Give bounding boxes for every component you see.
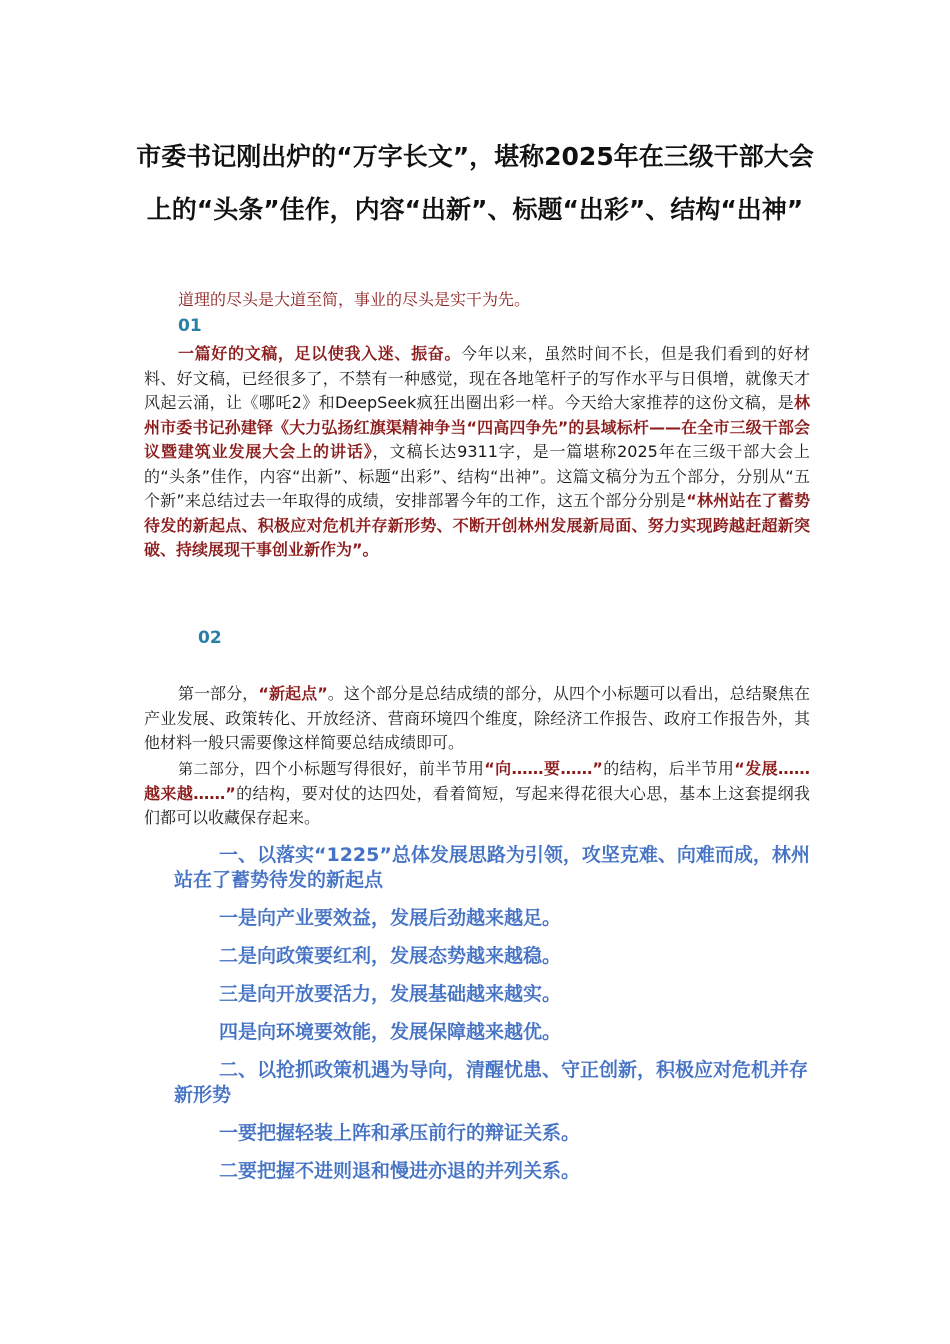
part-two-text-1: 四个小标题写得很好，前半节用 — [254, 759, 485, 778]
outline-heading-1: 一、以落实“1225”总体发展思路为引领，攻坚克难、向难而成，林州站在了蓄势待发的新起点 — [174, 844, 810, 891]
intro-text-1: 今年以来，虽然时间不长，但是我们看到的好材料、好文稿，已经很多了，不禁有一种感觉，现在各地笔杆子的写作水平与日俱增，就像天才风起云涌，让《哪吒2》和DeepSeek疯狂出圈出彩一样。今天给大家推荐的这份文稿，是 — [144, 344, 810, 412]
outline-item: 二是向政策要红利，发展态势越来越稳。 — [219, 945, 562, 967]
part-two-label: 第二部分， — [178, 760, 255, 778]
article-title: 市委书记刚出炉的“万字长文”，堪称2025年在三级干部大会上的“头条”佳作，内容“出新”、标题“出彩”、结构“出神” — [136, 142, 814, 224]
outline-item: 三是向开放要活力，发展基础越来越实。 — [219, 983, 562, 1005]
part-one-text-1: 第一部分， — [178, 684, 259, 703]
outline-item: 四是向环境要效能，发展保障越来越优。 — [219, 1021, 562, 1043]
five-parts-list: “林州站在了蓄势待发的新起点、积极应对危机并存新形势、不断开创林州发展新局面、努力实现跨越赶超新突破、持续展现干事创业新作为”。 — [144, 491, 810, 559]
section-number-01: 01 — [178, 316, 202, 336]
section-number-02: 02 — [198, 628, 222, 648]
part-two-text-3: 的结构，要对仗的达四处，看着简短，写起来得花很大心思，基本上这套提纲我们都可以收藏保存起来。 — [144, 783, 810, 827]
paragraph-intro — [144, 342, 810, 563]
outline-item: 一要把握轻装上阵和承压前行的辩证关系。 — [219, 1122, 581, 1144]
intro-text-2: ，文稿长达9311字，是一篇堪称2025年在三级干部大会上的“头条”佳作，内容“出新”、标题“出彩”、结构“出神”。这篇文稿分为五个部分，分别从“五个新”来总结过去一年取得的成绩，安排部署今年的工作，这五个部分分别是 — [144, 442, 810, 510]
paragraph-part-one — [144, 682, 810, 756]
outline-item: 一是向产业要效益，发展后劲越来越足。 — [219, 907, 562, 929]
paragraph-part-two — [144, 757, 810, 831]
outline-list — [174, 843, 814, 1197]
intro-lead: 一篇好的文稿，足以使我入迷、振奋。 — [178, 344, 462, 363]
part-two-pattern-2: “发展……越来越……” — [144, 759, 810, 803]
outline-item: 二要把握不进则退和慢进亦退的并列关系。 — [219, 1160, 581, 1182]
part-two-text-2: 的结构，后半节用 — [602, 759, 735, 778]
speech-title: 林州市委书记孙建铎《大力弘扬红旗渠精神争当“四高四争先”的县域标杆——在全市三级干部会议暨建筑业发展大会上的讲话》 — [144, 393, 810, 461]
opening-quote: 道理的尽头是大道至简，事业的尽头是实干为先。 — [178, 290, 531, 309]
part-one-keyword: “新起点” — [258, 684, 328, 703]
part-two-pattern-1: “向……要……” — [484, 759, 603, 778]
outline-heading-2: 二、以抢抓政策机遇为导向，清醒忧患、守正创新，积极应对危机并存新形势 — [174, 1059, 809, 1106]
part-one-text-2: 。这个部分是总结成绩的部分，从四个小标题可以看出，总结聚焦在产业发展、政策转化、开放经济、营商环境四个维度，除经济工作报告、政府工作报告外，其他材料一般只需要像这样简要总结成绩即可。 — [144, 684, 810, 752]
